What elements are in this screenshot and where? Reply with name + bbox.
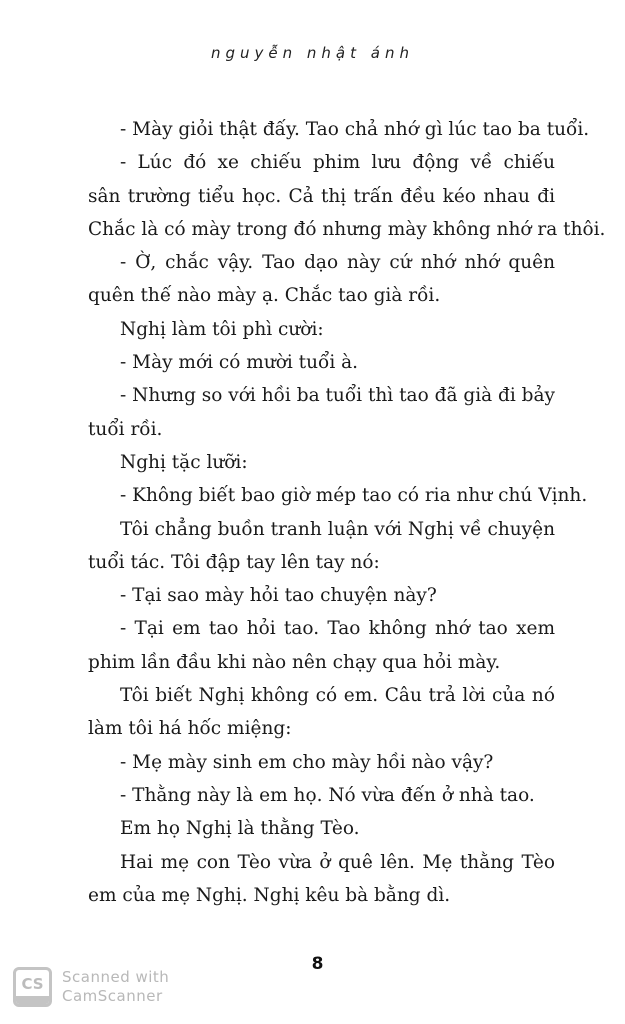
text-line: em của mẹ Nghị. Nghị kêu bà bằng dì. — [88, 884, 451, 906]
text-line: - Tại em tao hỏi tao. Tao không nhớ tao xem — [120, 618, 555, 640]
text-line: - Không biết bao giờ mép tao có ria như chú Vịnh. — [120, 485, 588, 507]
text-line: - Ờ, chắc vậy. Tao dạo này cứ nhớ nhớ quên — [120, 252, 555, 274]
text-line: - Tại sao mày hỏi tao chuyện này? — [120, 585, 437, 607]
text-line: - Mày mới có mười tuổi à. — [120, 352, 359, 374]
page-number: 8 — [311, 954, 324, 974]
text-line: - Nhưng so với hồi ba tuổi thì tao đã già đi bảy — [120, 385, 555, 407]
text-line: làm tôi há hốc miệng: — [88, 718, 292, 740]
text-line: - Mẹ mày sinh em cho mày hồi nào vậy? — [120, 751, 494, 773]
text-line: tuổi tác. Tôi đập tay lên tay nó: — [88, 551, 380, 573]
camscanner-logo-icon: CS — [13, 967, 52, 1007]
text-line: - Lúc đó xe chiếu phim lưu động về chiếu — [120, 152, 555, 174]
camscanner-watermark — [13, 967, 169, 1007]
text-line: Nghị tặc lưỡi: — [120, 451, 248, 473]
text-line: sân trường tiểu học. Cả thị trấn đều kéo nhau đi — [88, 185, 555, 207]
watermark-text — [62, 968, 169, 1006]
text-line: phim lần đầu khi nào nên chạy qua hỏi mày. — [88, 651, 501, 673]
text-line: tuổi rồi. — [88, 418, 163, 440]
running-header: nguyễn nhật ánh — [211, 44, 414, 62]
text-line: Hai mẹ con Tèo vừa ở quê lên. Mẹ thằng Tèo — [120, 851, 555, 873]
text-line: Em họ Nghị là thằng Tèo. — [120, 818, 360, 840]
text-line: quên thế nào mày ạ. Chắc tao già rồi. — [88, 285, 441, 307]
text-line: Chắc là có mày trong đó nhưng mày không nhớ ra thôi. — [88, 218, 606, 240]
watermark-line-2: CamScanner — [62, 987, 163, 1005]
text-line: Tôi chẳng buồn tranh luận với Nghị về chuyện — [120, 518, 555, 540]
text-line: - Thằng này là em họ. Nó vừa đến ở nhà tao. — [120, 784, 535, 806]
text-line: Nghị làm tôi phì cười: — [120, 318, 324, 340]
text-line: Tôi biết Nghị không có em. Câu trả lời của nó — [120, 685, 555, 707]
text-line: - Mày giỏi thật đấy. Tao chả nhớ gì lúc tao ba tuổi. — [120, 119, 590, 140]
watermark-line-1: Scanned with — [62, 968, 170, 986]
body-text — [88, 113, 606, 912]
